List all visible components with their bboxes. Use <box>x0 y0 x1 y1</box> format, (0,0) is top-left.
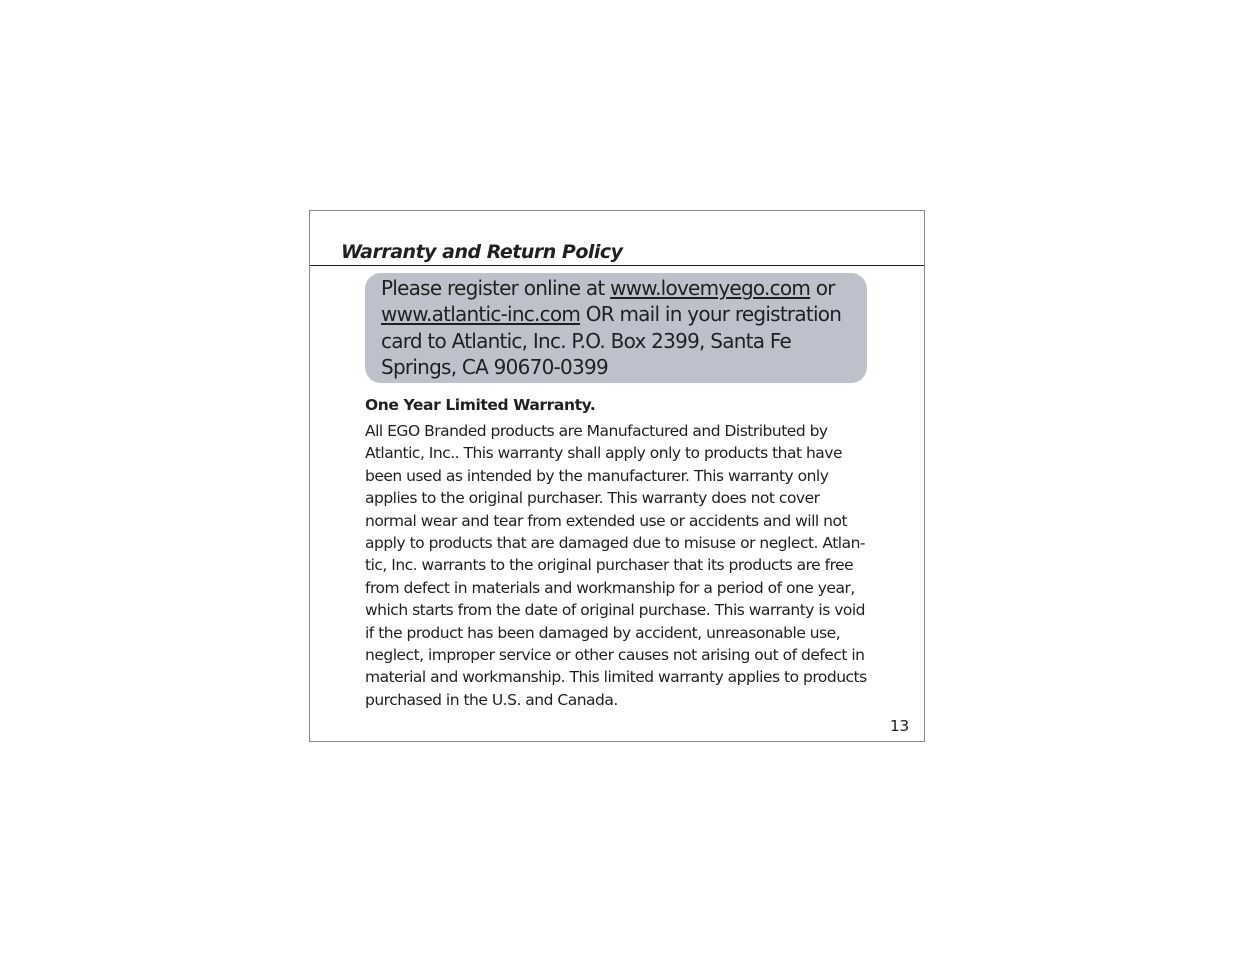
notice-text-2: or <box>810 276 835 300</box>
warranty-line: normal wear and tear from extended use or accidents and will not <box>365 511 848 530</box>
page-number: 13 <box>889 717 909 735</box>
warranty-line: All EGO Branded products are Manufactured and Distributed by <box>365 422 828 440</box>
warranty-heading: One Year Limited Warranty. <box>365 396 596 414</box>
title-rule <box>310 265 924 266</box>
warranty-body <box>365 420 910 711</box>
registration-notice <box>365 273 867 383</box>
notice-text-3: OR mail in your registration <box>580 302 842 327</box>
warranty-line: purchased in the U.S. and Canada. <box>365 690 618 709</box>
warranty-line: applies to the original purchaser. This warranty does not cover <box>365 489 820 508</box>
warranty-line: been used as intended by the manufacturer. This warranty only <box>365 466 829 485</box>
page-frame <box>309 210 925 742</box>
warranty-line: if the product has been damaged by accident, unreasonable use, <box>365 623 841 642</box>
notice-address-line-2: Springs, CA 90670-0399 <box>381 354 608 379</box>
lovemyego-link[interactable]: www.lovemyego.com <box>610 276 811 300</box>
warranty-line: which starts from the date of original purchase. This warranty is void <box>365 601 866 620</box>
notice-text-1: Please register online at <box>381 276 611 300</box>
warranty-line: from defect in materials and workmanship for a period of one year, <box>365 578 855 597</box>
warranty-line: apply to products that are damaged due to misuse or neglect. Atlan- <box>365 534 866 553</box>
warranty-line: material and workmanship. This limited warranty applies to products <box>365 668 867 687</box>
warranty-line: tic, Inc. warrants to the original purchaser that its products are free <box>365 556 854 575</box>
notice-address-line-1: card to Atlantic, Inc. P.O. Box 2399, Santa Fe <box>381 328 792 353</box>
warranty-line: Atlantic, Inc.. This warranty shall apply only to products that have <box>365 444 843 463</box>
warranty-line: neglect, improper service or other causes not arising out of defect in <box>365 646 865 665</box>
atlantic-inc-link[interactable]: www.atlantic-inc.com <box>381 302 581 327</box>
section-title: Warranty and Return Policy <box>341 241 623 263</box>
